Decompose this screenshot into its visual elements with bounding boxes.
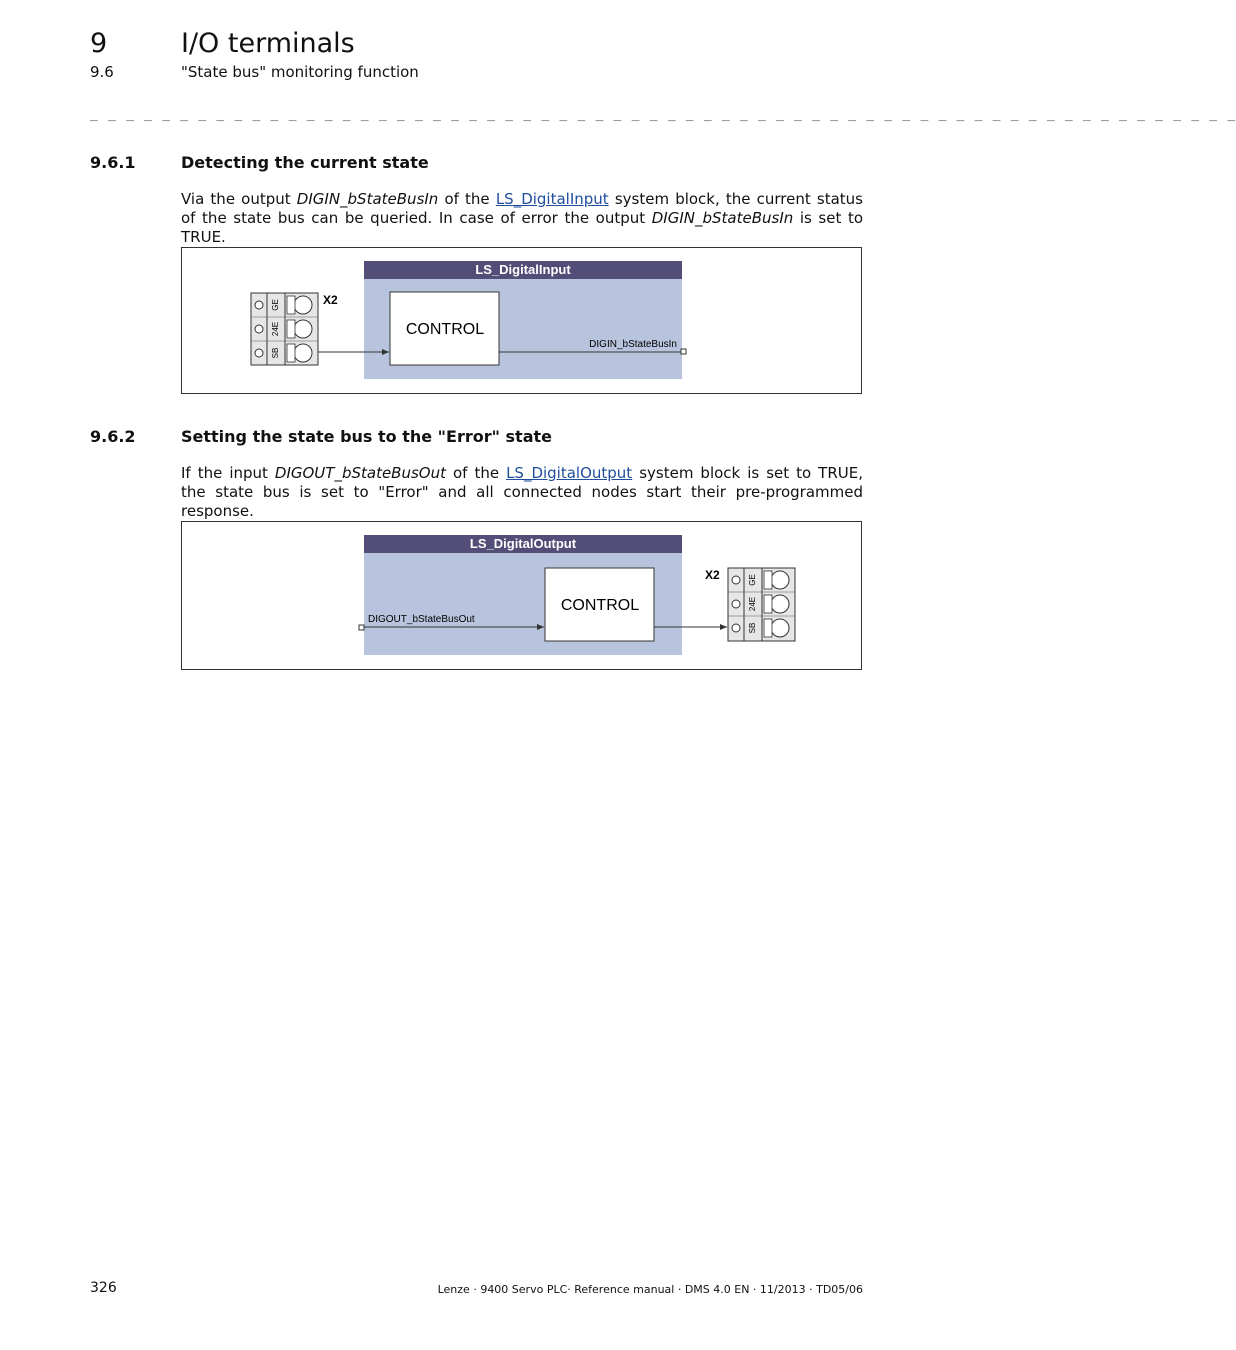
section-title: "State bus" monitoring function [181, 63, 419, 81]
document-info: Lenze · 9400 Servo PLC· Reference manual · DMS 4.0 EN · 11/2013 · TD05/06 [437, 1283, 863, 1296]
system-block-title: LS_DigitalOutput [469, 536, 577, 551]
text-run: system block, the current status of the state bus can be queried. In case of error the output [181, 190, 863, 227]
subsection-title: Detecting the current state [181, 153, 429, 172]
signal-name: DIGIN_bStateBusIn [651, 209, 794, 227]
signal-label: DIGIN_bStateBusIn [589, 339, 677, 350]
connector-label: X2 [323, 293, 338, 307]
signal-label: DIGOUT_bStateBusOut [368, 614, 475, 625]
text-run: of the [438, 190, 496, 208]
text-run: Via the output [181, 190, 297, 208]
terminal-label: 24E [271, 321, 281, 337]
system-block-title: LS_DigitalInput [475, 262, 571, 277]
terminal-label: GE [271, 299, 281, 311]
text-run: of the [446, 464, 507, 482]
x2-terminal-connector [251, 293, 318, 365]
terminal-label: 24E [748, 596, 758, 612]
text-run: If the input [181, 464, 275, 482]
ls-digitaloutput-link[interactable]: LS_DigitalOutput [506, 464, 633, 482]
subsection-paragraph [181, 464, 863, 521]
chapter-title: I/O terminals [181, 28, 355, 59]
text-run: system block is set to TRUE, the state bus is set to "Error" and all connected nodes start their pre-programmed response. [181, 464, 863, 520]
page-number: 326 [90, 1280, 117, 1296]
section-number: 9.6 [90, 63, 114, 81]
chapter-number: 9 [90, 28, 108, 59]
digital-output-diagram [182, 522, 861, 669]
subsection-title: Setting the state bus to the "Error" state [181, 427, 552, 446]
text-run: is set to TRUE. [181, 209, 863, 246]
output-port [681, 349, 686, 354]
header-separator: _ _ _ _ _ _ _ _ _ _ _ _ _ _ _ _ _ _ _ _ _ _ _ _ _ _ _ _ _ _ _ _ _ _ _ _ _ _ _ _ _ _ _ _ _ _ _ _ _ _ _ _ _ _ _ _ _ _ _ _ _ _ _ _ [90, 107, 1236, 122]
ls-digitalinput-link[interactable]: LS_DigitalInput [495, 190, 609, 208]
terminal-label: GE [748, 574, 758, 586]
terminal-label: SB [748, 622, 758, 634]
figure-digital-input [181, 247, 862, 394]
input-port [359, 625, 364, 630]
signal-name: DIGIN_bStateBusIn [296, 190, 439, 208]
digital-input-diagram [182, 248, 861, 393]
terminal-label: SB [271, 347, 281, 359]
figure-digital-output [181, 521, 862, 670]
subsection-number: 9.6.2 [90, 427, 136, 446]
x2-terminal-connector [728, 568, 795, 641]
control-label: CONTROL [405, 321, 485, 338]
connector-label: X2 [705, 568, 720, 582]
subsection-number: 9.6.1 [90, 153, 136, 172]
signal-name: DIGOUT_bStateBusOut [274, 464, 446, 482]
subsection-paragraph [181, 190, 863, 247]
control-label: CONTROL [560, 597, 640, 614]
